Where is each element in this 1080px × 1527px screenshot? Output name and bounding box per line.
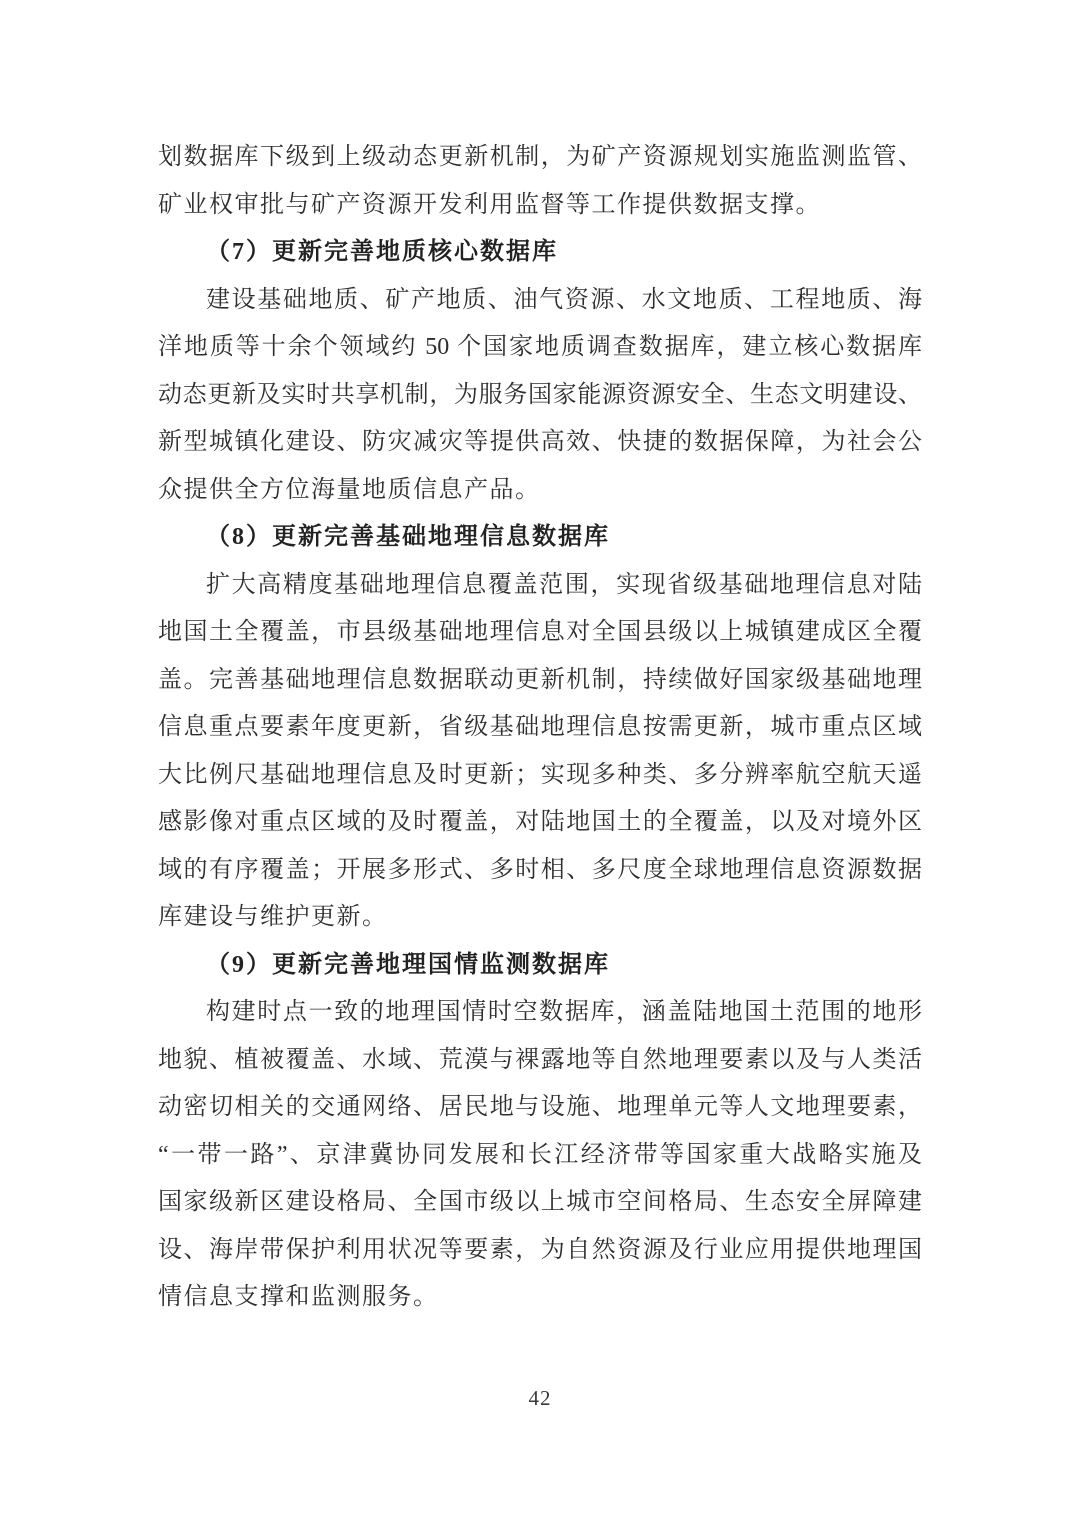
- section-heading: （8）更新完善基础地理信息数据库: [206, 524, 610, 550]
- text-line: 动态更新及实时共享机制，为服务国家能源资源安全、生态文明建设、: [158, 381, 922, 408]
- text-line: 地貌、植被覆盖、水域、荒漠与裸露地等自然地理要素以及与人类活: [158, 1046, 922, 1073]
- text-line: 扩大高精度基础地理信息覆盖范围，实现省级基础地理信息对陆: [206, 571, 922, 598]
- text-line: 情信息支撑和监测服务。: [158, 1284, 439, 1310]
- text-line: 地国土全覆盖，市县级基础地理信息对全国县级以上城镇建成区全覆: [158, 619, 922, 645]
- section-heading: （9）更新完善地理国情监测数据库: [206, 951, 610, 978]
- page-footer: [0, 1386, 1080, 1411]
- text-line: 建设基础地质、矿产地质、油气资源、水文地质、工程地质、海: [206, 286, 922, 313]
- text-line: “一带一路”、京津冀协同发展和长江经济带等国家重大战略实施及: [158, 1141, 922, 1168]
- text-line: 构建时点一致的地理国情时空数据库，涵盖陆地国土范围的地形: [206, 999, 922, 1025]
- text-line: 盖。完善基础地理信息数据联动更新机制，持续做好国家级基础地理: [158, 666, 922, 693]
- text-line: 设、海岸带保护利用状况等要素，为自然资源及行业应用提供地理国: [158, 1236, 922, 1263]
- text-line: 众提供全方位海量地质信息产品。: [158, 476, 541, 503]
- text-line: 矿业权审批与矿产资源开发利用监督等工作提供数据支撑。: [158, 191, 821, 218]
- text-line: 域的有序覆盖；开展多形式、多时相、多尺度全球地理信息资源数据: [158, 856, 922, 883]
- text-line: 信息重点要素年度更新，省级基础地理信息按需更新，城市重点区域: [158, 714, 922, 740]
- page-number: 42: [528, 1386, 552, 1410]
- text-line: 感影像对重点区域的及时覆盖，对陆地国土的全覆盖，以及对境外区: [158, 809, 922, 835]
- text-line: 新型城镇化建设、防灾减灾等提供高效、快捷的数据保障，为社会公: [158, 429, 922, 455]
- text-line: 划数据库下级到上级动态更新机制，为矿产资源规划实施监测监管、: [158, 144, 922, 170]
- section-heading: （7）更新完善地质核心数据库: [206, 239, 558, 265]
- text-line: 大比例尺基础地理信息及时更新；实现多种类、多分辨率航空航天遥: [158, 761, 922, 788]
- text-line: 动密切相关的交通网络、居民地与设施、地理单元等人文地理要素，: [158, 1094, 922, 1120]
- text-line: 国家级新区建设格局、全国市级以上城市空间格局、生态安全屏障建: [158, 1189, 922, 1215]
- text-line: 洋地质等十余个领域约 50 个国家地质调查数据库，建立核心数据库: [158, 334, 922, 360]
- text-line: 库建设与维护更新。: [158, 904, 388, 930]
- document-body: [158, 134, 922, 1322]
